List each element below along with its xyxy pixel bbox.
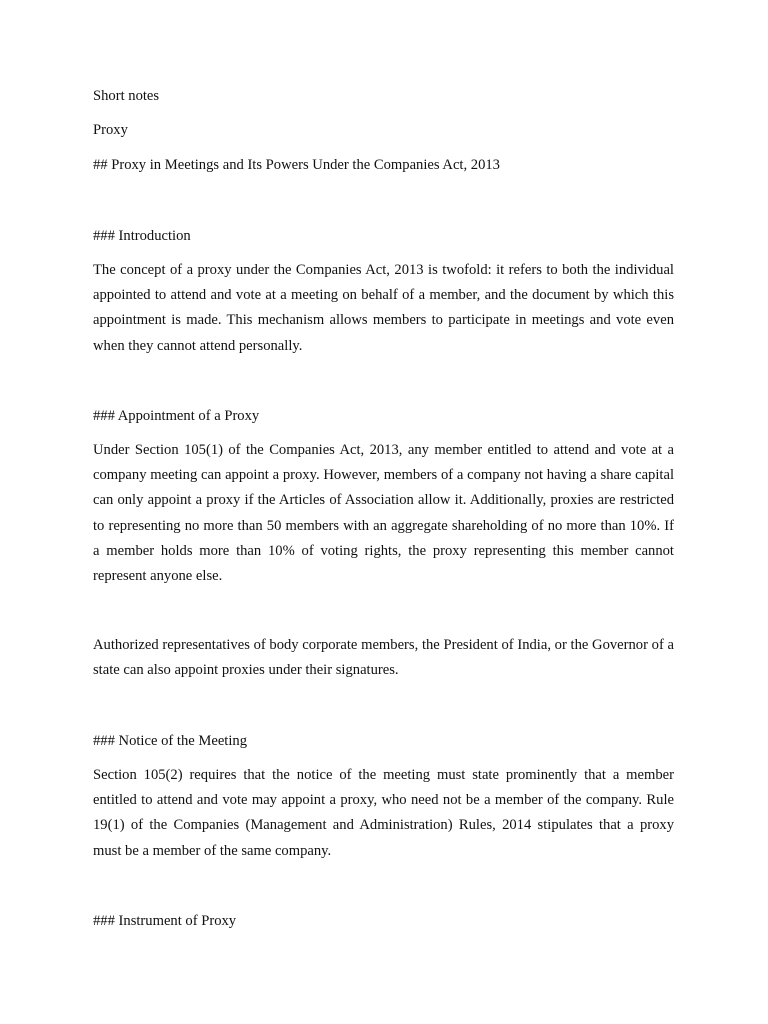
main-heading: ## Proxy in Meetings and Its Powers Under the Companies Act, 2013	[93, 157, 500, 173]
introduction-heading: ### Introduction	[93, 228, 191, 244]
appointment-paragraph: Under Section 105(1) of the Companies Act, 2013, any member entitled to attend and vote at a company meeting can appoint a proxy. However, members of a company not having a share capital can only appoint a proxy if the Articles of Association allow it. Additionally, proxies are restricted to representing no more than 50 members with an aggregate shareholding of no more than 10%. If a member holds more than 10% of voting rights, the proxy representing this member cannot represent anyone else.	[93, 442, 674, 585]
authorized-representatives-paragraph: Authorized representatives of body corporate members, the President of India, or the Governor of a state can also appoint proxies under their signatures.	[93, 637, 674, 679]
introduction-paragraph: The concept of a proxy under the Companies Act, 2013 is twofold: it refers to both the individual appointed to attend and vote at a meeting on behalf of a member, and the document by which this appointment is made. This mechanism allows members to participate in meetings and vote even when they cannot attend personally.	[93, 262, 674, 354]
proxy-label: Proxy	[93, 122, 128, 138]
instrument-heading: ### Instrument of Proxy	[93, 913, 237, 929]
notice-heading: ### Notice of the Meeting	[93, 733, 248, 749]
notice-paragraph: Section 105(2) requires that the notice of the meeting must state prominently that a member entitled to attend and vote may appoint a proxy, who need not be a member of the company. Rule 19(1) of the Companies (Management and Administration) Rules, 2014 stipulates that a proxy must be a member of the same company.	[93, 767, 674, 859]
short-notes-label: Short notes	[93, 88, 160, 104]
appointment-heading: ### Appointment of a Proxy	[93, 408, 260, 424]
